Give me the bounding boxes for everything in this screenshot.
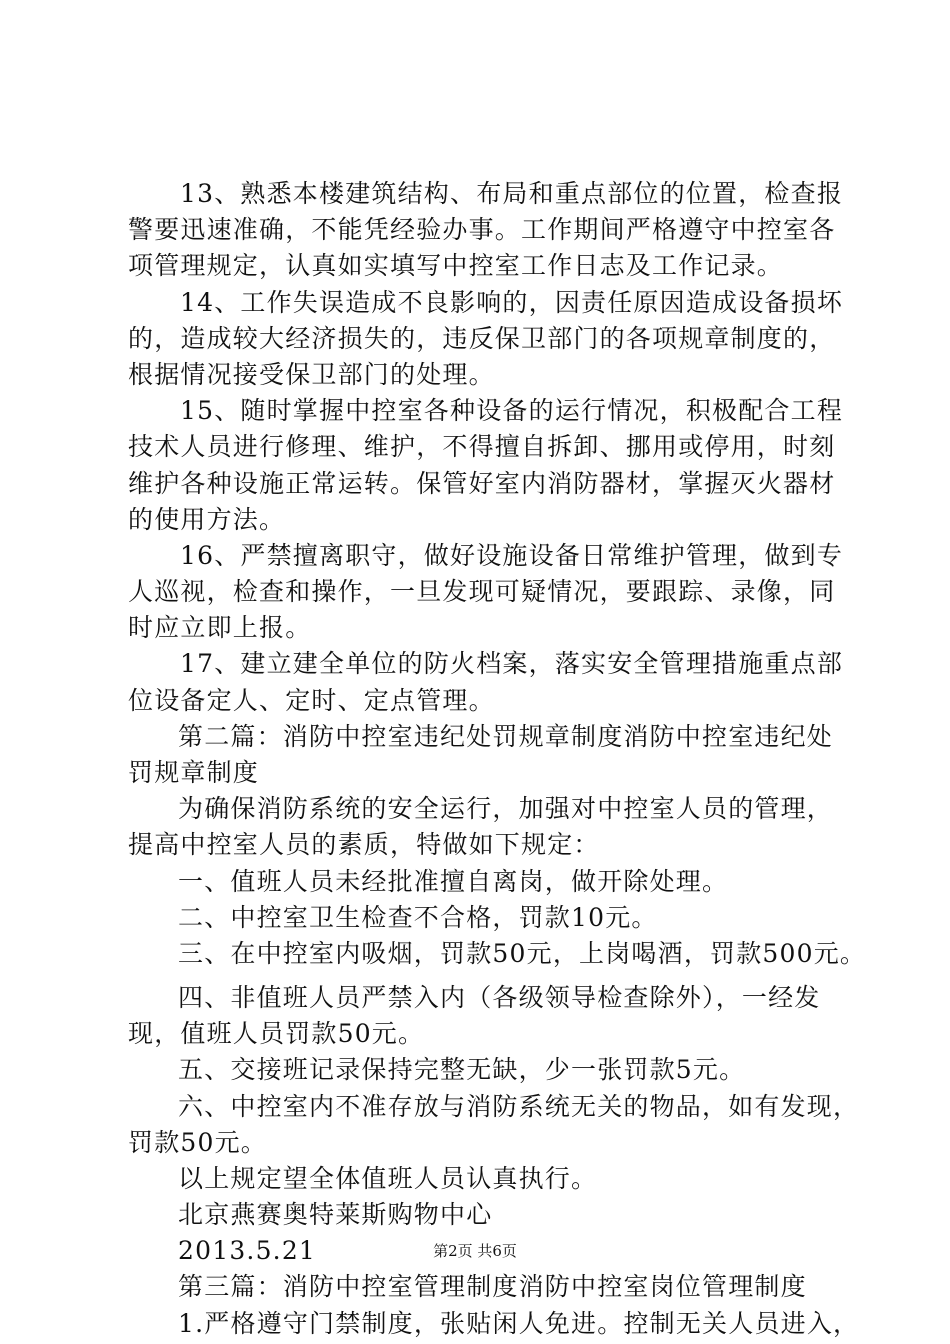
paragraph-17-line-1: 17、建立建全单位的防火档案，落实安全管理措施重点部 bbox=[180, 649, 844, 679]
issue-date: 2013.5.21 bbox=[178, 1236, 317, 1266]
organization-name: 北京燕赛奥特莱斯购物中心 bbox=[178, 1200, 493, 1230]
paragraph-16-line-1: 16、严禁擅离职守，做好设施设备日常维护管理，做到专 bbox=[180, 540, 844, 570]
rule-6-line-2: 罚款50元。 bbox=[128, 1127, 268, 1157]
rule-3: 三、在中控室内吸烟，罚款50元，上岗喝酒，罚款500元。 bbox=[178, 938, 867, 968]
paragraph-14-line-3: 根据情况接受保卫部门的处理。 bbox=[128, 359, 495, 389]
paragraph-16-line-2: 人巡视，检查和操作，一旦发现可疑情况，要跟踪、录像，同 bbox=[128, 577, 836, 607]
paragraph-17-line-2: 位设备定人、定时、定点管理。 bbox=[128, 685, 495, 715]
rule-5: 五、交接班记录保持完整无缺，少一张罚款5元。 bbox=[178, 1055, 746, 1085]
paragraph-13-line-2: 警要迅速准确，不能凭经验办事。工作期间严格遵守中控室各 bbox=[128, 215, 836, 245]
closing-statement: 以上规定望全体值班人员认真执行。 bbox=[178, 1163, 598, 1193]
paragraph-14-line-2: 的，造成较大经济损失的，违反保卫部门的各项规章制度的， bbox=[128, 323, 836, 353]
document-body bbox=[128, 176, 867, 1342]
section-2-intro-line-1: 为确保消防系统的安全运行，加强对中控室人员的管理， bbox=[178, 794, 834, 824]
rule-2: 二、中控室卫生检查不合格，罚款10元。 bbox=[178, 902, 658, 932]
section-2-heading-line-2: 罚规章制度 bbox=[128, 758, 260, 787]
paragraph-13-line-3: 项管理规定，认真如实填写中控室工作日志及工作记录。 bbox=[128, 251, 784, 281]
paragraph-15-line-3: 维护各种设施正常运转。保管好室内消防器材，掌握灭火器材 bbox=[128, 468, 836, 498]
section-3-item-1: 1.严格遵守门禁制度，张贴闲人免进。控制无关人员进入， bbox=[178, 1308, 860, 1338]
section-2-heading-line-1: 第二篇：消防中控室违纪处罚规章制度消防中控室违纪处 bbox=[178, 721, 834, 751]
page-footer: 第2页 共6页 bbox=[433, 1242, 517, 1260]
rule-4-line-2: 现，值班人员罚款50元。 bbox=[128, 1019, 425, 1049]
section-2-intro-line-2: 提高中控室人员的素质，特做如下规定： bbox=[128, 830, 600, 860]
section-3-heading: 第三篇：消防中控室管理制度消防中控室岗位管理制度 bbox=[178, 1272, 807, 1302]
paragraph-15-line-1: 15、随时掌握中控室各种设备的运行情况，积极配合工程 bbox=[180, 396, 844, 426]
paragraph-15-line-4: 的使用方法。 bbox=[128, 504, 286, 534]
rule-6-line-1: 六、中控室内不准存放与消防系统无关的物品，如有发现， bbox=[178, 1091, 860, 1121]
rule-1: 一、值班人员未经批准擅自离岗，做开除处理。 bbox=[178, 866, 729, 896]
paragraph-16-line-3: 时应立即上报。 bbox=[128, 613, 312, 643]
paragraph-13-line-1: 13、熟悉本楼建筑结构、布局和重点部位的位置，检查报 bbox=[180, 179, 844, 208]
rule-4-line-1: 四、非值班人员严禁入内（各级领导检查除外），一经发 bbox=[178, 982, 821, 1012]
paragraph-15-line-2: 技术人员进行修理、维护，不得擅自拆卸、挪用或停用，时刻 bbox=[128, 432, 836, 462]
paragraph-14-line-1: 14、工作失误造成不良影响的，因责任原因造成设备损坏 bbox=[180, 287, 844, 317]
